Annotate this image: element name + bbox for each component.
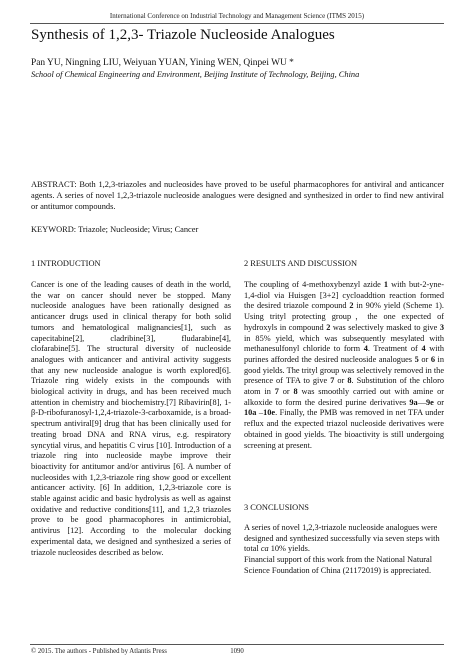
conference-header: International Conference on Industrial Technology and Management Science (ITMS 2015) [109, 12, 365, 20]
results-text: . Treatment of [367, 344, 422, 354]
results-paragraph [244, 280, 444, 451]
compound-ref: 7 [274, 387, 279, 397]
conclusions-paragraph [244, 523, 444, 555]
compound-ref: 8 [293, 387, 298, 397]
compound-ref: 6 [430, 354, 435, 364]
section-heading-conclusions: 3 CONCLUSIONS [244, 503, 309, 512]
results-text: . Substitution of the chloro atom in [244, 376, 444, 397]
results-body [244, 280, 444, 451]
conclusions-body [244, 523, 444, 577]
compound-ref: 10e [263, 408, 276, 418]
footer-rule [30, 644, 444, 645]
results-text: or [278, 387, 294, 397]
compound-ref: 9e [426, 397, 434, 407]
compound-ref: 10a [244, 408, 257, 418]
affiliation: School of Chemical Engineering and Environment, Beijing Institute of Technology, Beijing, China [31, 70, 360, 79]
introduction-paragraph: Cancer is one of the leading causes of death in the world, the war on cancer should never be stopped. Many nucleoside analogues have been rationally designed as anticancer drugs used in clinical therapy for both solid tumors and hematological malignancies[1], such as capecitabine[2], cladribine[3], fludarabine[4], clofarabine[5]. The structural diversity of nucleoside analogues with anticancer and antiviral activity suggests that any new nucleoside analogue is worth explored[6]. Triazole ring widely exists in the compounds with biological activity in drugs, and has been received much attention in chemistry and biochemistry.[7] Ribavirin[8], 1-β-D-ribofuranosyl-1,2,4-triazole-3-carboxamide, is a broad-spectrum antiviral[9] drug that has been clinically used for treating broad DNA and RNA virus, e.g. respiratory syncytial virus, and hepatitis C virus [10]. Introduction of a triazole ring into nucleoside maybe improve their bioactivity for antitumor and/or antivirus [6]. A number of nucleosides with 1,2,3-triazole ring show good or excellent anticancer activity. [6] In addition, 1,2,3-triazole core is stable against acidic and basic hydrolysis as well as against oxidative and reductive conditions[11], and 1,2,3 triazoles prove to be good pharmacophores in antimicrobial, antivirus [12]. According to the molecular docking experimental data, we designed and synthesized a series of triazole nucleosides described as below. [31, 280, 231, 557]
compound-ref: 3 [439, 322, 444, 332]
results-text: . Finally, the PMB was removed in net TFA under reflux and the expected triazol nucleoside derivatives were obtained in good yields. The bioactivity is still undergoing screening at present. [244, 408, 444, 450]
compound-ref: 9a [409, 397, 418, 407]
copyright-notice: © 2015. The authors - Published by Atlantis Press [31, 648, 167, 655]
compound-ref: 2 [326, 322, 331, 332]
results-text: The coupling of 4-methoxybenzyl azide [244, 280, 384, 289]
author-list: Pan YU, Ningning LIU, Weiyuan YUAN, Yining WEN, Qinpei WU * [31, 58, 294, 68]
conclusions-text: A series of novel 1,2,3-triazole nucleoside analogues were designed and synthesized successfully via seven steps with total [244, 523, 440, 554]
paper-title: Synthesis of 1,2,3- Triazole Nucleoside Analogues [31, 27, 335, 43]
section-heading-results: 2 RESULTS AND DISCUSSION [244, 259, 358, 268]
results-text: or [334, 376, 348, 386]
compound-ref: 4 [421, 344, 426, 354]
compound-ref: 5 [414, 354, 419, 364]
compound-ref: 2 [349, 301, 354, 311]
acknowledgment-paragraph: Financial support of this work from the National Natural Science Foundation of China (21172019) is appreciated. [244, 555, 433, 575]
results-text: or [433, 397, 444, 407]
introduction-body [31, 280, 231, 558]
abstract: ABSTRACT: Both 1,2,3-triazoles and nucleosides have proved to be useful pharmacophores for antiviral and anticancer agents. A series of novel 1,2,3-triazole nucleoside analogues were designed and synthesized in order to find new antiviral or antitumor compounds. [31, 180, 444, 212]
results-text: was selectively masked to give [330, 322, 440, 332]
keywords: KEYWORD: Triazole; Nucleoside; Virus; Cancer [31, 225, 199, 234]
compound-ref: 8 [347, 376, 352, 386]
results-text: in 85% yield, which was subsequently mesylated with methanesulfonyl chloride to form [244, 333, 444, 354]
section-heading-introduction: 1 INTRODUCTION [31, 259, 101, 268]
results-text: in good yields. The trityl group was selectively removed in the presence of TFA to give [244, 354, 445, 386]
page-number: 1090 [230, 648, 244, 655]
compound-ref: 1 [383, 280, 389, 289]
header-rule [30, 23, 444, 24]
results-text: with but-2-yne-1,4-diol via Huisgen [3+2] cycloaddtion reaction formed the desired triazole compound [244, 280, 445, 311]
compound-ref: 7 [330, 376, 335, 386]
results-text: — [417, 397, 426, 407]
results-text: – [256, 408, 264, 418]
results-text: or [418, 354, 431, 364]
compound-ref: 4 [363, 344, 368, 354]
results-text: with purines afforded the desired nucleoside analogues [244, 344, 444, 364]
results-text: was smoothly carried out with amine or alkoxide to form the desired purine derivatives [244, 387, 444, 407]
conclusions-text: 10% yields. [268, 544, 310, 554]
conclusions-italic: ca [260, 544, 269, 554]
results-text: in 90% yield (Scheme 1). Using trityl protecting group，the one expected of hydroxyls in compound [244, 301, 445, 332]
